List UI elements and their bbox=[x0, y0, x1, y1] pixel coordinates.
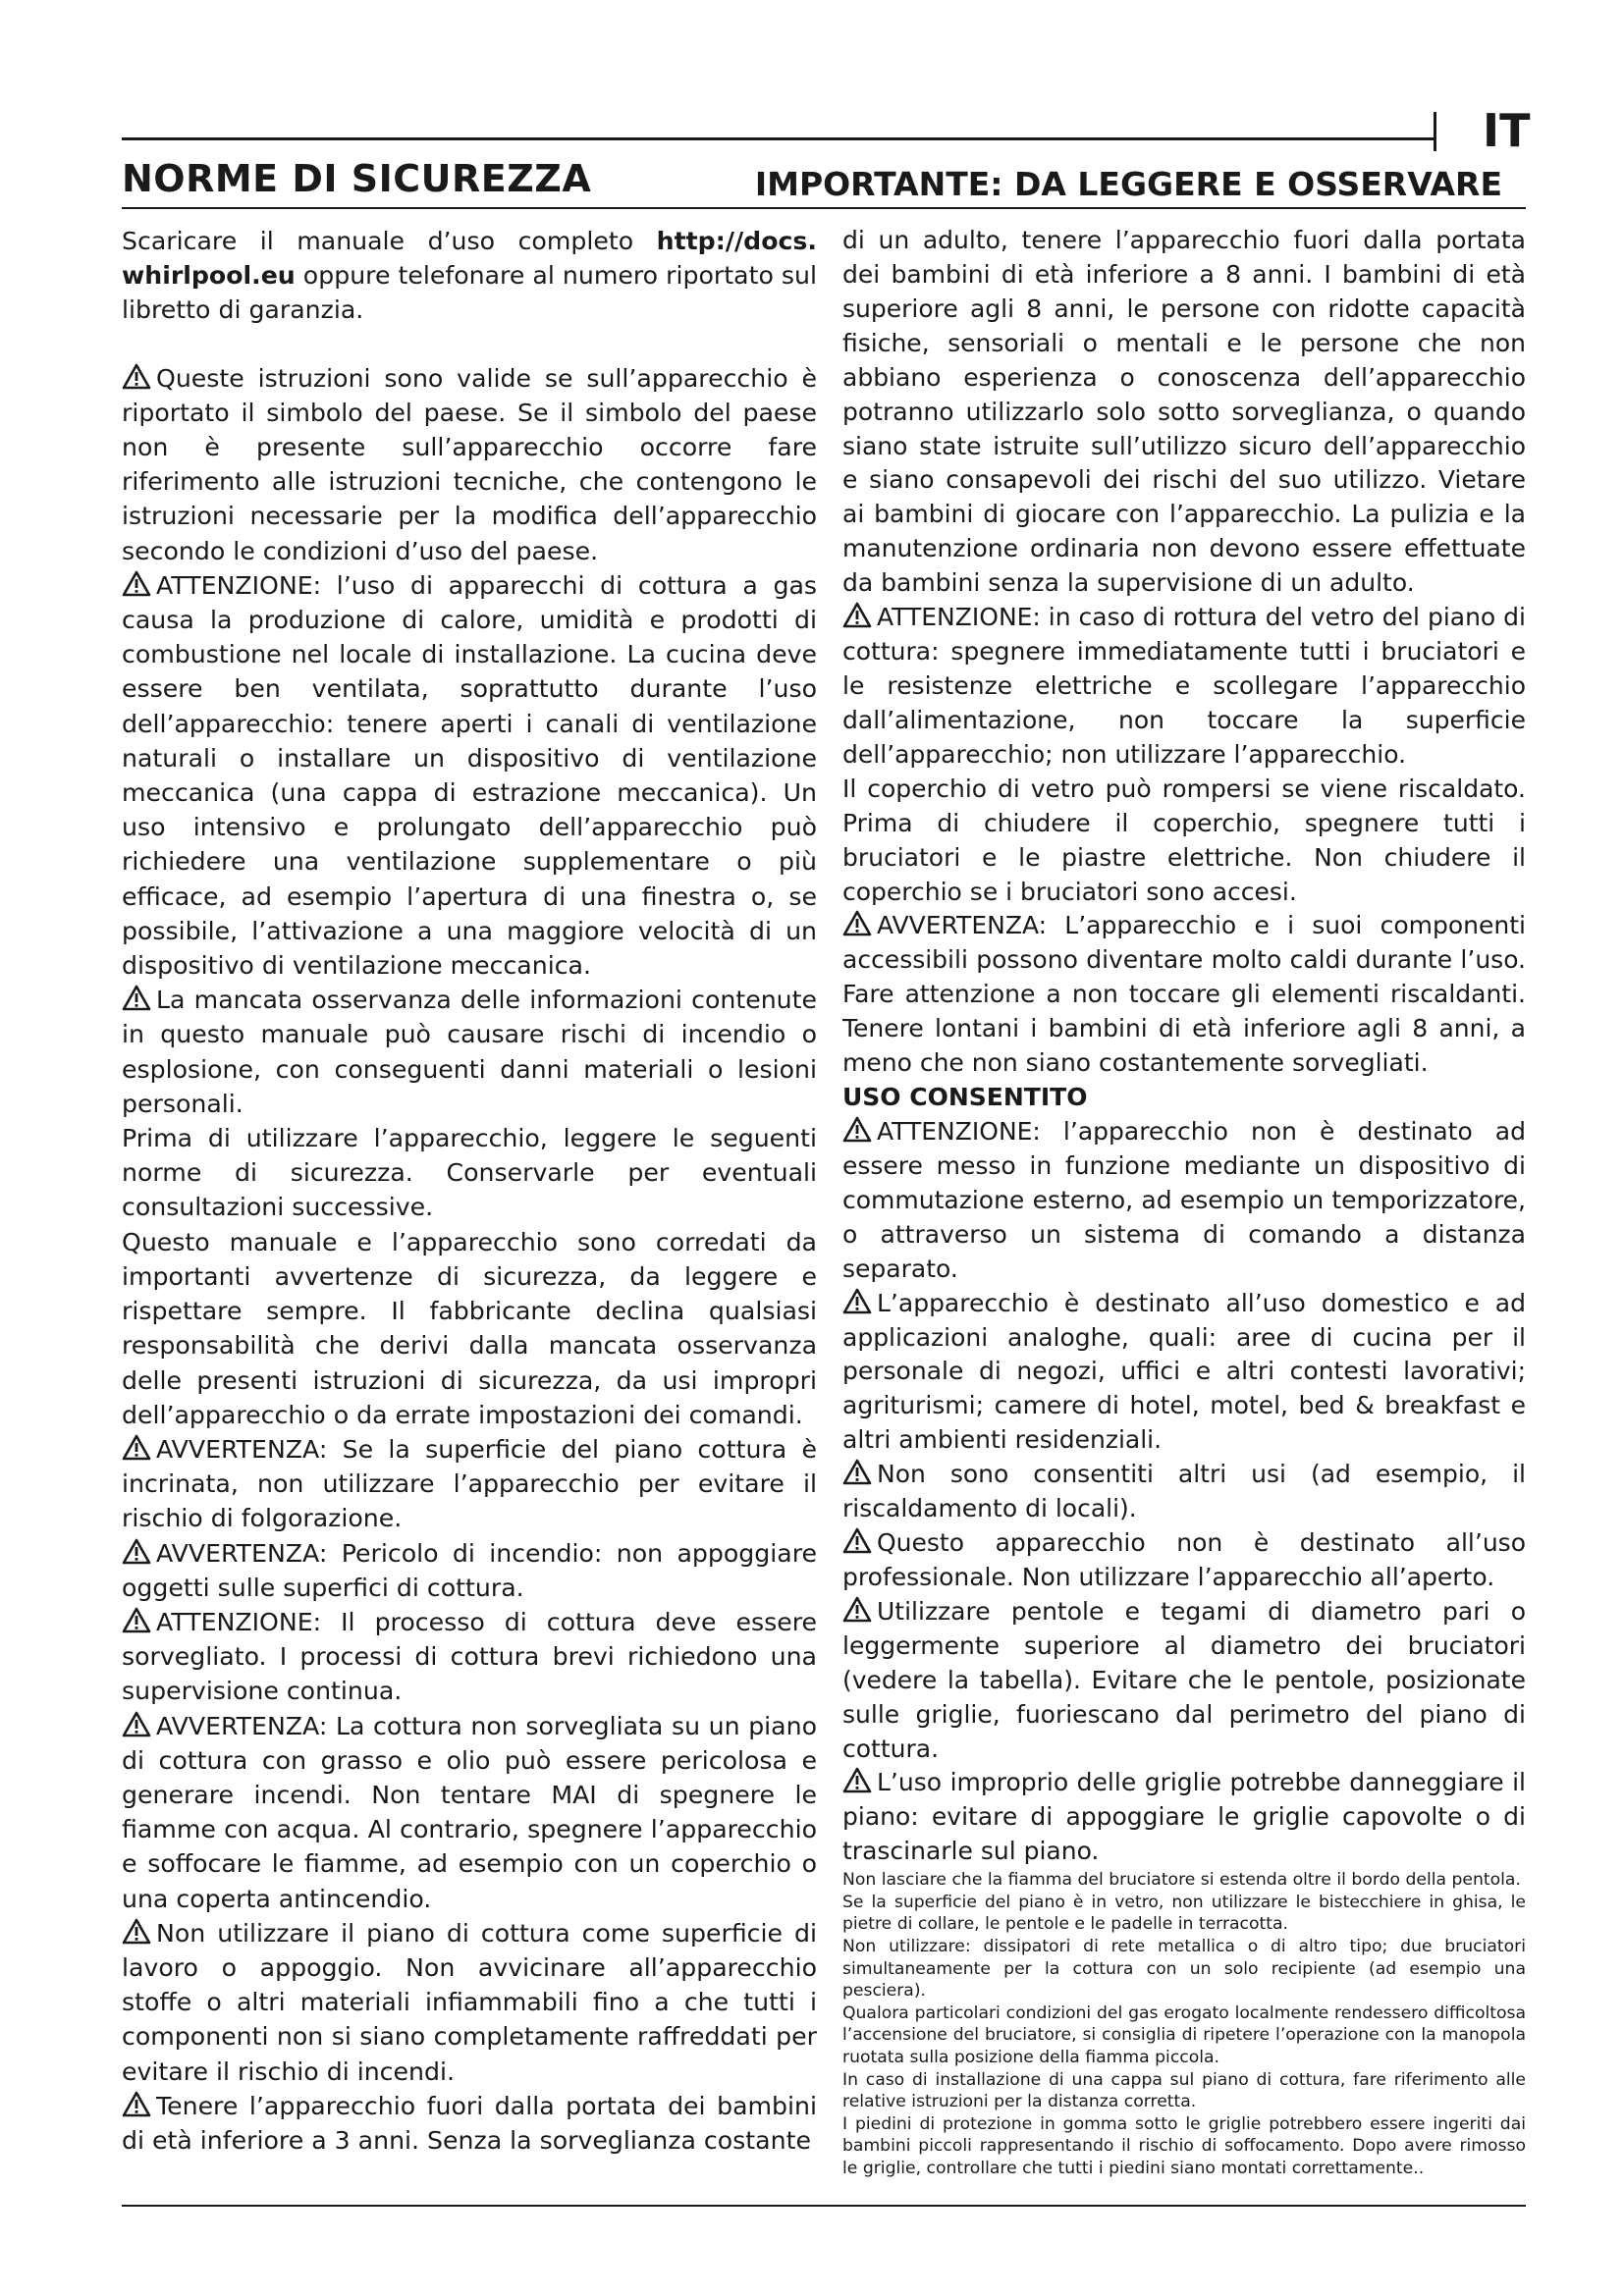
warning-triangle-icon bbox=[842, 1596, 872, 1623]
warning-paragraph: L’uso improprio delle griglie potrebbe danneggiare il piano: evitare di appoggiare le griglie capovolte o di trascinarle sul piano. bbox=[842, 1768, 1526, 1866]
intro-paragraph bbox=[122, 224, 817, 328]
small-note: In caso di installazione di una cappa sul piano di cottura, fare riferimento alle relative istruzioni per la distanza corretta. bbox=[842, 2069, 1526, 2112]
page-subtitle: IMPORTANTE: DA LEGGERE E OSSERVARE bbox=[754, 165, 1502, 203]
warning-paragraph: Non utilizzare il piano di cottura come superficie di lavoro o appoggio. Non avvicinare all’apparecchio stoffe o altri materiali infiammabili fino a che tutti i componenti non si siano completamente raffreddati per evitare il rischio di incendi. bbox=[122, 1918, 817, 2086]
paragraph: Prima di utilizzare l’apparecchio, leggere le seguenti norme di sicurezza. Conservarle per eventuali consultazioni successive. bbox=[122, 1124, 817, 1222]
small-note: Non lasciare che la fiamma del bruciatore si estenda oltre il bordo della pentola. bbox=[842, 1870, 1521, 1891]
warning-triangle-icon bbox=[842, 1116, 872, 1143]
small-note: Non utilizzare: dissipatori di rete metallica o di altro tipo; due bruciatori simultaneamente per la cottura con un solo recipiente (ad esempio una pesciera). bbox=[842, 1937, 1526, 2002]
warning-paragraph: Tenere l’apparecchio fuori dalla portata dei bambini di età inferiore a 3 anni. Senza la sorveglianza costante bbox=[122, 2091, 817, 2155]
warning-paragraph: AVVERTENZA: Se la superficie del piano cottura è incrinata, non utilizzare l’apparecchio per evitare il rischio di folgorazione. bbox=[122, 1434, 817, 1533]
warning-triangle-icon bbox=[842, 1527, 872, 1554]
bottom-rule bbox=[122, 2205, 1526, 2207]
warning-triangle-icon bbox=[842, 910, 872, 936]
warning-paragraph: Non sono consentiti altri usi (ad esempio, il riscaldamento di locali). bbox=[842, 1460, 1526, 1523]
top-tick bbox=[1434, 112, 1436, 151]
header-rule bbox=[122, 207, 1526, 209]
warning-triangle-icon bbox=[122, 1607, 151, 1633]
warning-triangle-icon bbox=[122, 2091, 151, 2117]
language-code: IT bbox=[1483, 104, 1531, 157]
warning-triangle-icon bbox=[842, 1767, 872, 1793]
warning-triangle-icon bbox=[122, 1434, 151, 1461]
section-heading-uso-consentito: USO CONSENTITO bbox=[842, 1083, 1088, 1112]
warning-paragraph: AVVERTENZA: L’apparecchio e i suoi componenti accessibili possono diventare molto caldi durante l’uso. Fare attenzione a non toccare gli elementi riscaldanti. Tenere lontani i bambini di età inferiore agli 8 anni, a meno che non siano costantemente sorvegliati. bbox=[842, 911, 1526, 1078]
warning-paragraph: Utilizzare pentole e tegami di diametro pari o leggermente superiore al diametro dei bruciatori (vedere la tabella). Evitare che le pentole, posizionate sulle griglie, fuoriescano dal perimetro del piano di cottura. bbox=[842, 1596, 1526, 1763]
right-column bbox=[842, 224, 1526, 2180]
warning-triangle-icon bbox=[122, 1711, 151, 1737]
warning-paragraph: Questo apparecchio non è destinato all’uso professionale. Non utilizzare l’apparecchio all’aperto. bbox=[842, 1528, 1526, 1591]
page-title: NORME DI SICUREZZA bbox=[122, 157, 592, 200]
small-note: Se la superficie del piano è in vetro, non utilizzare le bistecchiere in ghisa, le pietre di collare, le pentole e le padelle in terracotta. bbox=[842, 1892, 1526, 1935]
paragraph: di un adulto, tenere l’apparecchio fuori dalla portata dei bambini di età inferiore a 8 anni. I bambini di età superiore agli 8 anni, le persone con ridotte capacità fisiche, sensoriali o mentali e le persone che non abbiano esperienza o conoscenza dell’apparecchio potranno utilizzarlo solo sotto sorveglianza, o quando siano state istruite sull’utilizzo sicuro dell’apparecchio e siano consapevoli dei rischi del suo utilizzo. Vietare ai bambini di giocare con l’apparecchio. La pulizia e la manutenzione ordinaria non devono essere effettuate da bambini senza la supervisione di un adulto. bbox=[842, 226, 1526, 598]
warning-triangle-icon bbox=[122, 570, 151, 597]
warning-triangle-icon bbox=[842, 1459, 872, 1485]
small-note: I piedini di protezione in gomma sotto le griglie potrebbero essere ingeriti dai bambini piccoli rappresentando il rischio di soffocamento. Dopo avere rimosso le griglie, controllare che tutti i piedini siano montati correttamente.. bbox=[842, 2113, 1526, 2178]
warning-paragraph: Queste istruzioni sono valide se sull’apparecchio è riportato il simbolo del paese. Se il simbolo del paese non è presente sull’apparecchio occorre fare riferimento alle istruzioni tecniche, che contengono le istruzioni necessarie per la modifica dell’apparecchio secondo le condizioni d’uso del paese. bbox=[122, 363, 817, 565]
small-note: Qualora particolari condizioni del gas erogato localmente rendessero difficoltosa l’accensione del bruciatore, si consiglia di ripetere l’operazione con la manopola ruotata sulla posizione della fiamma piccola. bbox=[842, 2002, 1526, 2067]
warning-paragraph: L’apparecchio è destinato all’uso domestico e ad applicazioni analoghe, quali: aree di cucina per il personale di negozi, uffici e altri contesti lavorativi; agriturismi; camere di hotel, motel, bed & breakfast e altri ambienti residenziali. bbox=[842, 1288, 1526, 1455]
intro-text: Scaricare il manuale d’uso completo bbox=[122, 227, 657, 255]
warning-triangle-icon bbox=[122, 1538, 151, 1565]
warning-paragraph: ATTENZIONE: l’uso di apparecchi di cottura a gas causa la produzione di calore, umidità e prodotti di combustione nel locale di installazione. La cucina deve essere ben ventilata, soprattutto durante l’uso dell’apparecchio: tenere aperti i canali di ventilazione naturali o installare un dispositivo di ventilazione meccanica (una cappa di estrazione meccanica). Un uso intensivo e prolungato dell’apparecchio può richiedere una ventilazione supplementare o più efficace, ad esempio l’apertura di una finestra o, se possibile, l’attivazione a una maggiore velocità di un dispositivo di ventilazione meccanica. bbox=[122, 570, 817, 981]
warning-triangle-icon bbox=[842, 1288, 872, 1314]
warning-triangle-icon bbox=[122, 363, 151, 390]
manual-link[interactable]: http://docs. whirlpool.eu bbox=[122, 227, 817, 291]
warning-paragraph: La mancata osservanza delle informazioni contenute in questo manuale può causare rischi di incendio o esplosione, con conseguenti danni materiali o lesioni personali. bbox=[122, 986, 817, 1118]
warning-paragraph: AVVERTENZA: La cottura non sorvegliata su un piano di cottura con grasso e olio può essere pericolosa e generare incendi. Non tentare MAI di spegnere le fiamme con acqua. Al contrario, spegnere l’apparecchio e soffocare le fiamme, ad esempio con un coperchio o una coperta antincendio. bbox=[122, 1711, 817, 1913]
warning-triangle-icon bbox=[122, 1918, 151, 1945]
top-rule bbox=[122, 137, 1434, 140]
warning-triangle-icon bbox=[842, 602, 872, 628]
left-column bbox=[122, 224, 817, 2158]
warning-paragraph: ATTENZIONE: Il processo di cottura deve essere sorvegliato. I processi di cottura brevi richiedono una supervisione continua. bbox=[122, 1607, 817, 1706]
paragraph: Il coperchio di vetro può rompersi se viene riscaldato. Prima di chiudere il coperchio, spegnere tutti i bruciatori e le piastre elettriche. Non chiudere il coperchio se i bruciatori sono accesi. bbox=[842, 774, 1526, 906]
warning-triangle-icon bbox=[122, 985, 151, 1011]
warning-paragraph: AVVERTENZA: Pericolo di incendio: non appoggiare oggetti sulle superfici di cottura. bbox=[122, 1538, 817, 1602]
warning-paragraph: ATTENZIONE: l’apparecchio non è destinato ad essere messo in funzione mediante un dispositivo di commutazione esterno, ad esempio un temporizzatore, o attraverso un sistema di comando a distanza separato. bbox=[842, 1116, 1526, 1283]
intro-text-end: oppure telefonare al numero riportato sul libretto di garanzia. bbox=[122, 261, 817, 325]
warning-paragraph: ATTENZIONE: in caso di rottura del vetro del piano di cottura: spegnere immediatamente tutti i bruciatori e le resistenze elettriche e scollegare l’apparecchio dall’alimentazione, non toccare la superficie dell’apparecchio; non utilizzare l’apparecchio. bbox=[842, 603, 1526, 769]
paragraph: Questo manuale e l’apparecchio sono corredati da importanti avvertenze di sicurezza, da leggere e rispettare sempre. Il fabbricante declina qualsiasi responsabilità che derivi dalla mancata osservanza delle presenti istruzioni di sicurezza, da usi impropri dell’apparecchio o da errate impostazioni dei comandi. bbox=[122, 1227, 817, 1429]
